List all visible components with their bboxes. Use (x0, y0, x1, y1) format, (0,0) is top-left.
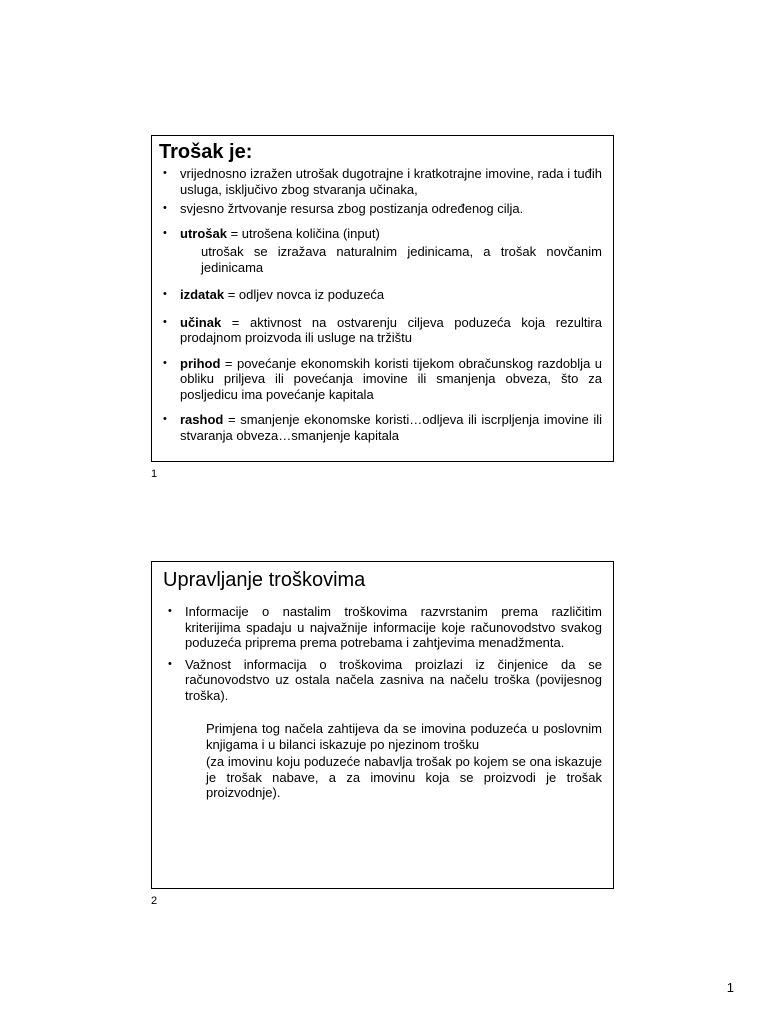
bullet-subtext: (za imovinu koju poduzeće nabavlja trošak po kojem se ona iskazuje je trošak nabave, a za imovinu koja se proizvodi je trošak proizvodnje). (206, 754, 602, 800)
list-item (161, 166, 602, 197)
bullet-icon: • (163, 413, 167, 425)
bullet-icon: • (168, 605, 172, 617)
bullet-text: = povećanje ekonomskih koristi tijekom obračunskog razdoblja u obliku priljeva ili povećanja imovine ili smanjenja obveza, što za posljedicu ima povećanje kapitala (180, 355, 602, 402)
slide-2-number: 2 (151, 895, 158, 907)
list-item (161, 287, 602, 303)
list-item (166, 657, 602, 801)
term: izdatak (180, 287, 225, 302)
page-number: 1 (726, 980, 734, 995)
list-item (166, 604, 602, 651)
bullet-text: Informacije o nastalim troškovima razvrstanim prema različitim kriterijima spadaju u najvažnije informacije koje računovodstvo svakog poduzeća priprema prema potrebama i zahtjevima menadžmenta. (185, 604, 602, 650)
bullet-text: = odljev novca iz poduzeća (224, 287, 385, 302)
term: prihod (180, 355, 221, 371)
bullet-text: = smanjenje ekonomske koristi…odljeva ili iscrpljenja imovine ili stvaranja obveza…smanjenje kapitala (180, 412, 602, 443)
bullet-text: vrijednosno izražen utrošak dugotrajne i kratkotrajne imovine, rada i tuđih usluga, isključivo zbog stvaranja učinaka, (180, 166, 602, 197)
bullet-icon: • (163, 167, 167, 179)
slide-2-bullets (166, 604, 602, 801)
bullet-text: = utrošena količina (input) (226, 225, 380, 241)
bullet-text: Važnost informacija o troškovima proizlazi iz činjenice da se računovodstvo uz ostala načela zasniva na načelu troška (povijesnog troška). (185, 656, 602, 703)
slide-1-bullets (161, 166, 602, 443)
list-item (161, 226, 602, 276)
list-item (161, 315, 602, 346)
list-item (161, 412, 602, 443)
bullet-text: = aktivnost na ostvarenju ciljeva poduzeća koja rezultira prodajnom proizvoda ili usluge na tržištu (180, 314, 602, 345)
bullet-icon: • (163, 356, 167, 369)
bullet-subtext: utrošak se izražava naturalnim jedinicama, a trošak novčanim jedinicama (201, 244, 602, 275)
term: učinak (180, 314, 222, 330)
term: rashod (180, 412, 224, 427)
bullet-subtext: Primjena tog načela zahtijeva da se imovina poduzeća u poslovnim knjigama i u bilanci iskazuje po njezinom trošku (206, 721, 602, 752)
slide-1 (151, 135, 614, 462)
bullet-icon: • (168, 657, 172, 670)
list-item (161, 201, 602, 217)
slide-1-number: 1 (151, 468, 158, 480)
list-item (161, 356, 602, 403)
bullet-icon: • (163, 202, 167, 214)
bullet-text: svjesno žrtvovanje resursa zbog postizanja određenog cilja. (180, 201, 524, 216)
bullet-icon: • (163, 288, 167, 300)
slide-2 (151, 561, 614, 889)
term: utrošak (180, 225, 227, 241)
bullet-icon: • (163, 315, 167, 328)
slide-2-title: Upravljanje troškovima (163, 569, 366, 591)
slide-1-title: Trošak je: (159, 141, 253, 163)
bullet-icon: • (163, 226, 167, 239)
